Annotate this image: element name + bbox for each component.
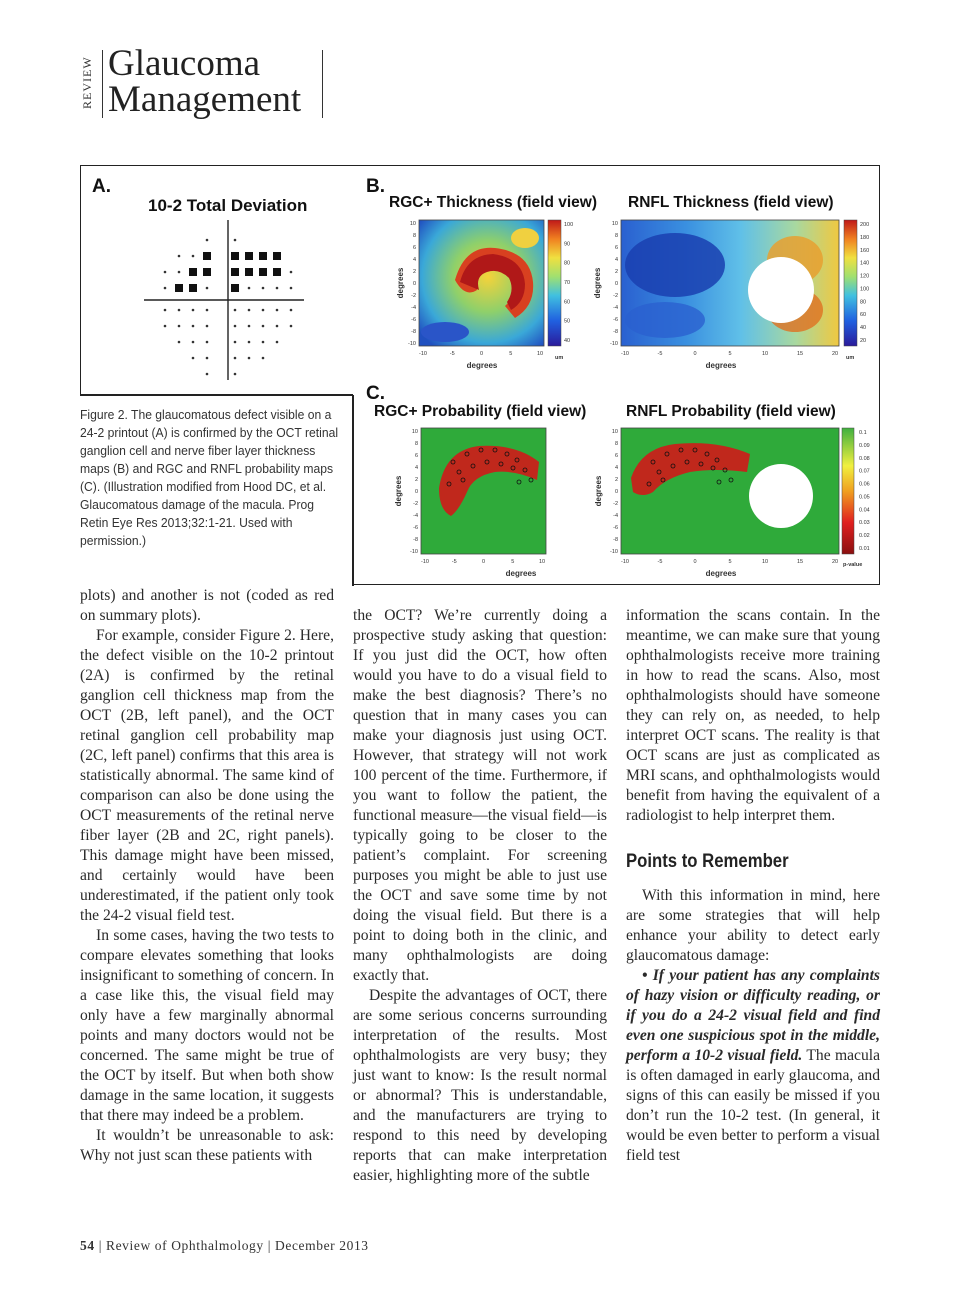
header-divider-right xyxy=(322,50,323,118)
x-tick-label: 5 xyxy=(728,559,732,565)
y-tick-label: 4 xyxy=(614,465,618,471)
x-axis-label: degrees xyxy=(466,361,498,370)
x-tick-label: 20 xyxy=(831,559,839,565)
colorbar-unit: um xyxy=(846,355,855,361)
y-tick-label: 10 xyxy=(411,429,418,435)
x-tick-label: 20 xyxy=(831,351,839,357)
x-tick-label: 15 xyxy=(796,351,804,357)
y-tick-label: -2 xyxy=(413,501,418,507)
normal-point xyxy=(164,309,167,312)
normal-point xyxy=(164,271,167,274)
normal-point xyxy=(290,271,293,274)
rgc-probability-map xyxy=(421,428,546,554)
x-tick-label: -10 xyxy=(621,351,629,357)
colorbar-tick-label: 40 xyxy=(860,325,867,332)
panel-b-left-title: RGC+ Thickness (field view) xyxy=(389,194,598,211)
normal-point xyxy=(262,309,265,312)
y-tick-label: -10 xyxy=(610,341,618,347)
normal-point xyxy=(276,287,279,290)
colorbar-tick-label: 120 xyxy=(860,273,870,280)
paragraph: It wouldn’t be unreasonable to ask: Why not just scan these patients with xyxy=(80,1127,334,1164)
normal-point xyxy=(206,357,209,360)
body-column-2 xyxy=(353,606,607,1186)
title-line-1: Glaucoma xyxy=(108,43,261,84)
y-tick-label: 0 xyxy=(614,281,618,287)
x-axis-label: degrees xyxy=(705,569,737,578)
figure-frame-inner-h xyxy=(80,394,353,396)
normal-point xyxy=(248,325,251,328)
x-tick-label: 5 xyxy=(728,351,732,357)
y-tick-label: -8 xyxy=(613,537,618,543)
y-tick-label: -8 xyxy=(413,537,418,543)
bullet-paragraph xyxy=(626,966,880,1166)
normal-point xyxy=(248,357,251,360)
colorbar-tick-label: 160 xyxy=(860,247,870,254)
normal-point xyxy=(178,255,181,258)
y-tick-label: 2 xyxy=(412,269,416,275)
y-tick-label: 2 xyxy=(414,477,418,483)
total-deviation-grid xyxy=(140,218,310,383)
defect-symbol xyxy=(189,268,197,276)
colorbar-tick-label: 0.09 xyxy=(859,442,870,449)
defect-symbol xyxy=(231,252,239,260)
x-tick-label: -10 xyxy=(419,351,427,357)
defect-symbol xyxy=(245,252,253,260)
normal-point xyxy=(234,325,237,328)
paragraph: For example, consider Figure 2. Here, the defect visible on the 10-2 printout (2A) is confirmed by the retinal ganglion cell thickness map from the OCT (2B, left panel), and the OCT retinal ganglion cell probability map (2C, left panel) confirms that this area is statistically abnormal. The same kind of comparison can also be done using the OCT measurements of the retinal nerve fiber layer (2B and 2C, right panels). This damage might have been missed, and certainly would have been underestimated, if the patient only took the 24-2 visual field test. xyxy=(80,627,334,924)
normal-point xyxy=(262,325,265,328)
normal-point xyxy=(262,357,265,360)
footer-separator: | xyxy=(267,1238,276,1253)
normal-point xyxy=(262,287,265,290)
x-tick-label: 10 xyxy=(761,559,769,565)
y-tick-label: -6 xyxy=(411,317,416,323)
x-tick-label: -10 xyxy=(421,559,429,565)
defect-symbol xyxy=(203,268,211,276)
paragraph: In some cases, having the two tests to compare elevates something that looks insignificant to something of concern. In a case like this, the visual field may only have a few marginally abnormal points and many doctors would not be concerned. The same might be true of the OCT by itself. But when both show damage in the same location, it suggests that there may indeed be a problem. xyxy=(80,927,334,1124)
footer-separator: | xyxy=(98,1238,106,1253)
x-tick-label: 0 xyxy=(481,559,486,565)
colorbar-tick-label: 100 xyxy=(860,286,870,293)
colorbar-tick-label: 80 xyxy=(860,299,867,306)
rgc-thickness-map xyxy=(419,220,561,346)
normal-point xyxy=(192,255,195,258)
colorbar-tick-label: 40 xyxy=(564,338,571,344)
colorbar-tick-label: 50 xyxy=(564,318,571,325)
normal-point xyxy=(234,309,237,312)
figure-frame-inner-v xyxy=(352,395,354,586)
x-tick-label: 0 xyxy=(479,351,484,357)
y-tick-label: -8 xyxy=(411,329,416,335)
colorbar-tick-label: 0.08 xyxy=(859,455,870,462)
defect-symbol xyxy=(175,284,183,292)
y-tick-label: 4 xyxy=(614,257,618,263)
y-tick-label: -6 xyxy=(613,525,618,531)
normal-point xyxy=(276,309,279,312)
paragraph: Despite the advantages of OCT, there are some serious concerns surrounding interpretation of the results. Most ophthalmologists are very busy; they just want to know: Is the result normal or abnormal? This is understandable, and the manufacturers are trying to respond to this need by developing reports that can make interpretation easier, highlighting more of the subtle xyxy=(353,987,607,1184)
normal-point xyxy=(192,341,195,344)
paragraph: the OCT? We’re currently doing a prospective study asking that question: If you just did the OCT, how often would you have to do a visual field to make the best diagnosis? There’s no question that in many cases you can make your diagnosis just using OCT. However, that strategy will not work 100 percent of the time. Furthermore, if you want to follow the patient, the functional measure—the visual field—is typically going to be closer to the patient’s complaint. For screening purposes you might be able to just use the OCT and save some time by not doing the visual field. But there is a point to doing both in the clinic, and many ophthalmologists are doing exactly that. xyxy=(353,607,607,984)
normal-point xyxy=(290,309,293,312)
x-tick-label: 0 xyxy=(693,559,697,565)
section-heading: Points to Remember xyxy=(626,851,789,872)
y-tick-label: -10 xyxy=(410,549,418,555)
y-tick-label: 8 xyxy=(614,441,618,447)
defect-symbol xyxy=(245,268,253,276)
colorbar-tick-label: 70 xyxy=(564,280,571,286)
bullet-lead: • If your patient has any complaints of hazy vision or difficulty reading, or if you do a 24-2 visual field and find even one suspicious spot in the middle, perform a 10-2 visual field. xyxy=(626,967,880,1064)
x-tick-label: 0 xyxy=(693,351,697,357)
panel-c-letter: C. xyxy=(366,383,385,404)
y-tick-label: 0 xyxy=(414,489,418,495)
normal-point xyxy=(248,287,251,290)
defect-symbol xyxy=(273,268,281,276)
colorbar-tick-label: 0.07 xyxy=(859,468,870,475)
colorbar-tick-label: 90 xyxy=(564,241,571,248)
defect-symbol xyxy=(273,252,281,260)
colorbar-tick-label: 0.06 xyxy=(859,481,870,488)
y-tick-label: 4 xyxy=(414,465,418,471)
normal-point xyxy=(206,341,209,344)
panel-a-letter: A. xyxy=(92,176,111,197)
page-title xyxy=(108,43,318,120)
bullet-text: The macula is often damaged in early glaucoma, and signs of this can easily be missed if you don’t run the 10-2 test. (In general, it would be even better to perform a visual field test xyxy=(626,1047,880,1164)
y-tick-label: -6 xyxy=(613,317,618,323)
x-tick-label: 10 xyxy=(536,351,544,357)
x-axis-label: degrees xyxy=(505,569,537,578)
normal-point xyxy=(178,325,181,328)
normal-point xyxy=(206,287,209,290)
y-tick-label: 8 xyxy=(414,441,418,447)
defect-symbol xyxy=(231,268,239,276)
y-tick-label: 0 xyxy=(614,489,618,495)
page-footer xyxy=(80,1238,369,1254)
body-column-1 xyxy=(80,586,334,1166)
y-axis-label: degrees xyxy=(594,475,603,507)
normal-point xyxy=(276,341,279,344)
y-tick-label: -10 xyxy=(610,549,618,555)
y-tick-label: -6 xyxy=(413,525,418,531)
colorbar-tick-label: 0.1 xyxy=(859,430,867,436)
figure-caption: Figure 2. The glaucomatous defect visible on a 24-2 printout (A) is confirmed by the OCT retinal ganglion cell and nerve fiber layer thickness maps (B) and RGC and RNFL probability maps (C). (Illustration modified from Hood DC, et al. Glaucomatous damage of the macula. Prog Retin Eye Res 2013;32:1-21. Used with permission.) xyxy=(80,407,339,548)
panel-c-left-title: RGC+ Probability (field view) xyxy=(374,403,587,420)
total-deviation-plot xyxy=(140,218,310,383)
x-tick-label: 10 xyxy=(761,351,769,357)
normal-point xyxy=(290,287,293,290)
defect-symbol xyxy=(189,284,197,292)
y-tick-label: -2 xyxy=(613,293,618,299)
y-axis-label: degrees xyxy=(394,475,403,507)
normal-point xyxy=(262,341,265,344)
header-divider xyxy=(102,50,103,118)
colorbar-tick-label: 60 xyxy=(564,299,571,306)
colorbar-tick-label: 0.05 xyxy=(859,494,870,501)
y-tick-label: -2 xyxy=(613,501,618,507)
paragraph: plots) and another is not (coded as red on summary plots). xyxy=(80,587,334,624)
defect-symbol xyxy=(259,252,267,260)
y-tick-label: 6 xyxy=(614,245,618,251)
y-tick-label: -10 xyxy=(408,341,416,347)
normal-point xyxy=(192,325,195,328)
colorbar-tick-label: 180 xyxy=(860,234,870,241)
normal-point xyxy=(276,325,279,328)
normal-point xyxy=(178,271,181,274)
normal-point xyxy=(164,287,167,290)
defect-symbol xyxy=(203,252,211,260)
normal-point xyxy=(192,357,195,360)
normal-point xyxy=(290,325,293,328)
colorbar-tick-label: 0.04 xyxy=(859,507,870,514)
x-tick-label: -5 xyxy=(657,351,663,357)
y-tick-label: 10 xyxy=(409,221,416,227)
y-tick-label: 6 xyxy=(414,453,418,459)
y-axis-label: degrees xyxy=(593,267,602,299)
y-tick-label: 8 xyxy=(412,233,416,239)
y-axis-label: degrees xyxy=(396,267,405,299)
normal-point xyxy=(206,373,209,376)
panel-c-right-title: RNFL Probability (field view) xyxy=(626,403,836,420)
y-tick-label: 8 xyxy=(614,233,618,239)
x-tick-label: -5 xyxy=(657,559,663,565)
colorbar-tick-label: 80 xyxy=(564,260,571,267)
x-axis-label: degrees xyxy=(705,361,737,370)
normal-point xyxy=(234,239,237,242)
normal-point xyxy=(234,357,237,360)
colorbar-tick-label: 0.02 xyxy=(859,533,870,540)
colorbar-tick-label: 140 xyxy=(860,260,870,267)
normal-point xyxy=(234,341,237,344)
panel-b-letter: B. xyxy=(366,176,385,197)
x-tick-label: -10 xyxy=(621,559,629,565)
y-tick-label: -4 xyxy=(613,305,618,311)
normal-point xyxy=(164,325,167,328)
y-tick-label: -4 xyxy=(411,305,416,311)
page-number: 54 xyxy=(80,1238,95,1253)
section-tag: REVIEW xyxy=(80,56,94,110)
x-tick-label: 5 xyxy=(511,559,515,565)
normal-point xyxy=(206,239,209,242)
colorbar-tick-label: 100 xyxy=(564,222,574,228)
title-line-2: Management xyxy=(108,79,302,120)
issue-date: December 2013 xyxy=(275,1238,369,1253)
colorbar-unit: p-value xyxy=(843,562,863,568)
body-column-3 xyxy=(626,606,880,1166)
y-tick-label: 6 xyxy=(614,453,618,459)
y-tick-label: 10 xyxy=(611,429,618,435)
rnfl-thickness-map xyxy=(621,220,857,346)
normal-point xyxy=(248,341,251,344)
colorbar-tick-label: 20 xyxy=(860,338,867,344)
colorbar-tick-label: 0.01 xyxy=(859,546,870,552)
normal-point xyxy=(234,373,237,376)
publication-name: Review of Ophthalmology xyxy=(105,1238,264,1253)
paragraph: With this information in mind, here are some strategies that will help enhance your ability to detect early glaucomatous damage: xyxy=(626,887,880,964)
x-tick-label: 5 xyxy=(509,351,513,357)
panel-a-title: 10-2 Total Deviation xyxy=(148,196,308,215)
normal-point xyxy=(206,309,209,312)
y-tick-label: -8 xyxy=(613,329,618,335)
y-tick-label: -4 xyxy=(413,513,418,519)
y-tick-label: 6 xyxy=(412,245,416,251)
colorbar-tick-label: 200 xyxy=(860,222,870,228)
x-tick-label: -5 xyxy=(451,559,457,565)
defect-symbol xyxy=(231,284,239,292)
y-tick-label: -2 xyxy=(411,293,416,299)
paragraph: information the scans contain. In the meantime, we can make sure that young ophthalmologists receive more training in how to read the scans. Also, most ophthalmologists should have someone they can rely on, as needed, to help interpret OCT scans. The reality is that OCT scans are just as complicated as MRI scans, and ophthalmologists would benefit from having the equivalent of a radiologist to help interpret them. xyxy=(626,607,880,824)
oct-maps xyxy=(355,210,877,582)
normal-point xyxy=(248,309,251,312)
normal-point xyxy=(192,309,195,312)
y-tick-label: 0 xyxy=(412,281,416,287)
x-tick-label: 15 xyxy=(796,559,804,565)
colorbar-unit: um xyxy=(555,355,564,361)
colorbar-tick-label: 60 xyxy=(860,312,867,319)
panel-b-right-title: RNFL Thickness (field view) xyxy=(628,194,834,211)
y-tick-label: 10 xyxy=(611,221,618,227)
y-tick-label: 4 xyxy=(412,257,416,263)
defect-symbol xyxy=(259,268,267,276)
normal-point xyxy=(178,341,181,344)
colorbar-tick-label: 0.03 xyxy=(859,520,870,527)
y-tick-label: 2 xyxy=(614,269,618,275)
y-tick-label: -4 xyxy=(613,513,618,519)
x-tick-label: 10 xyxy=(538,559,546,565)
y-tick-label: 2 xyxy=(614,477,618,483)
x-tick-label: -5 xyxy=(449,351,455,357)
rnfl-probability-map xyxy=(621,428,854,554)
normal-point xyxy=(206,325,209,328)
normal-point xyxy=(178,309,181,312)
